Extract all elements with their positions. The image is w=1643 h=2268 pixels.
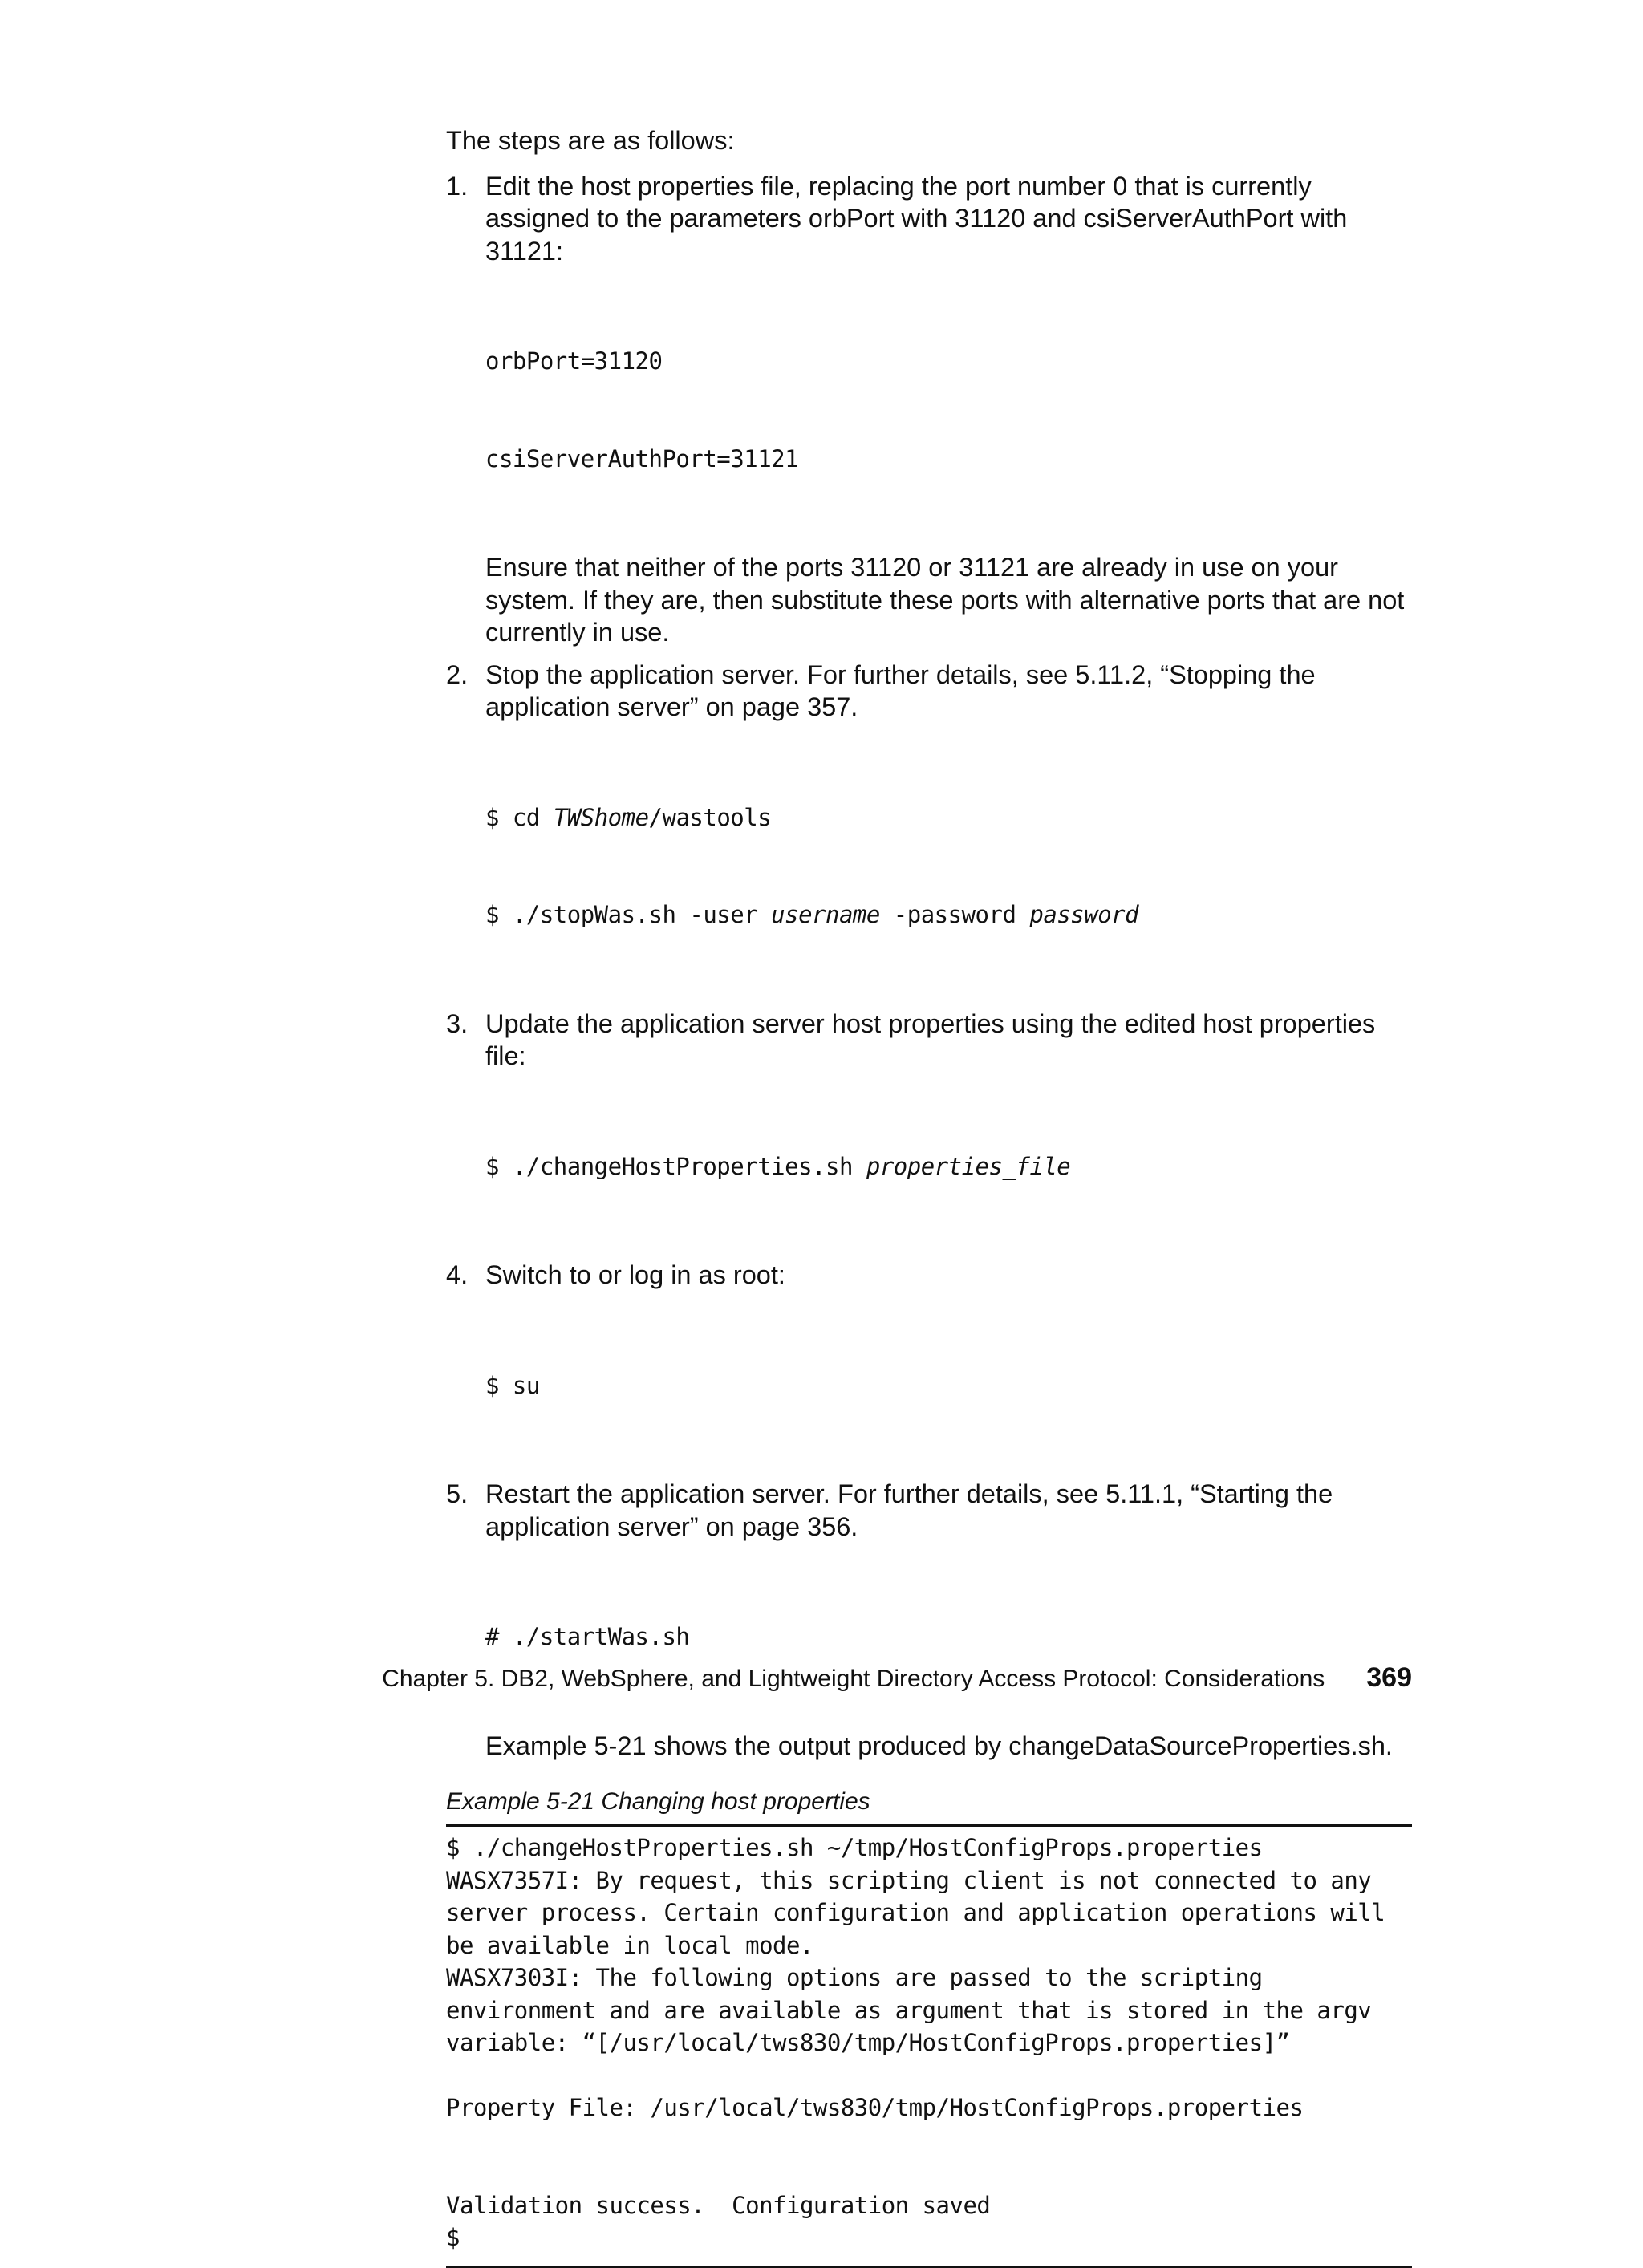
step-number: 5. xyxy=(446,1479,469,1508)
step-note: Ensure that neither of the ports 31120 or 31121 are already in use on your system. If they are, then substitute these ports with alternative ports that are not currently in use. xyxy=(485,553,1405,647)
example-line xyxy=(446,2124,1412,2157)
step-text: Update the application server host properties using the edited host properties file: xyxy=(485,1008,1376,1070)
page-footer xyxy=(367,1662,1412,1694)
step-5 xyxy=(446,1478,1412,1762)
example-line: $ xyxy=(446,2224,460,2251)
code-line: # ./startWas.sh xyxy=(485,1623,690,1650)
example-line: be available in local mode. xyxy=(446,1931,813,1959)
chapter-title: Chapter 5. DB2, WebSphere, and Lightweight Directory Access Protocol: Considerations xyxy=(382,1665,1325,1692)
page-body xyxy=(446,124,1412,2268)
steps-list xyxy=(446,170,1412,1763)
example-box xyxy=(446,1824,1412,2268)
step-number: 1. xyxy=(446,171,469,201)
step-text: Edit the host properties file, replacing the port number 0 that is currently assigned to the parameters orbPort with 31120 and csiServerAuthPort with 31121: xyxy=(485,171,1348,266)
example-line: $ ./changeHostProperties.sh ~/tmp/HostConfigProps.properties xyxy=(446,1834,1263,1861)
code-block xyxy=(485,1304,1412,1467)
code-line: orbPort=31120 xyxy=(485,347,663,375)
step-number: 4. xyxy=(446,1260,469,1289)
code-block xyxy=(485,1556,1412,1718)
example-line xyxy=(446,2156,1412,2189)
page-number: 369 xyxy=(1366,1662,1412,1693)
example-line: server process. Certain configuration and application operations will xyxy=(446,1899,1385,1926)
step-note: Example 5-21 shows the output produced by changeDataSourceProperties.sh. xyxy=(485,1730,1393,1760)
code-literal: $ cd xyxy=(485,803,554,831)
step-number: 3. xyxy=(446,1008,469,1038)
example-caption: Example 5-21 Changing host properties xyxy=(446,1788,870,1815)
code-line xyxy=(485,1150,1412,1183)
code-variable: password xyxy=(1029,901,1139,928)
step-2 xyxy=(446,659,1412,996)
code-line: $ su xyxy=(485,1371,540,1399)
example-line: Validation success. Configuration saved xyxy=(446,2191,991,2219)
step-text: Restart the application server. For further details, see 5.11.1, “Starting the application server” on page 356. xyxy=(485,1479,1333,1541)
step-3 xyxy=(446,1008,1412,1248)
example-line: variable: “[/usr/local/tws830/tmp/HostConfigProps.properties]” xyxy=(446,2029,1290,2056)
code-line xyxy=(485,899,1412,931)
code-variable: properties_file xyxy=(866,1152,1071,1180)
code-block xyxy=(485,1085,1412,1248)
step-4 xyxy=(446,1259,1412,1467)
code-literal: -password xyxy=(879,901,1030,928)
code-line xyxy=(485,801,1412,834)
example-line: WASX7303I: The following options are passed to the scripting xyxy=(446,1964,1263,1991)
example-code xyxy=(446,1832,1412,2254)
step-number: 2. xyxy=(446,659,469,689)
code-literal: $ ./changeHostProperties.sh xyxy=(485,1152,866,1180)
intro-text: The steps are as follows: xyxy=(446,126,735,155)
step-text: Switch to or log in as root: xyxy=(485,1260,785,1289)
example-line: Property File: /usr/local/tws830/tmp/HostConfigProps.properties xyxy=(446,2094,1304,2121)
example-line: WASX7357I: By request, this scripting client is not connected to any xyxy=(446,1866,1372,1894)
code-variable: username xyxy=(771,901,880,928)
code-block xyxy=(485,736,1412,996)
step-text: Stop the application server. For further details, see 5.11.2, “Stopping the application server” on page 357. xyxy=(485,659,1316,721)
code-block xyxy=(485,280,1412,540)
step-1 xyxy=(446,170,1412,649)
example-line: environment and are available as argument that is stored in the argv xyxy=(446,1996,1372,2024)
code-line: csiServerAuthPort=31121 xyxy=(485,444,799,473)
code-literal: /wastools xyxy=(648,803,772,831)
example-line xyxy=(446,2059,1412,2092)
code-variable: TWShome xyxy=(553,803,649,831)
code-literal: $ ./stopWas.sh -user xyxy=(485,901,772,928)
